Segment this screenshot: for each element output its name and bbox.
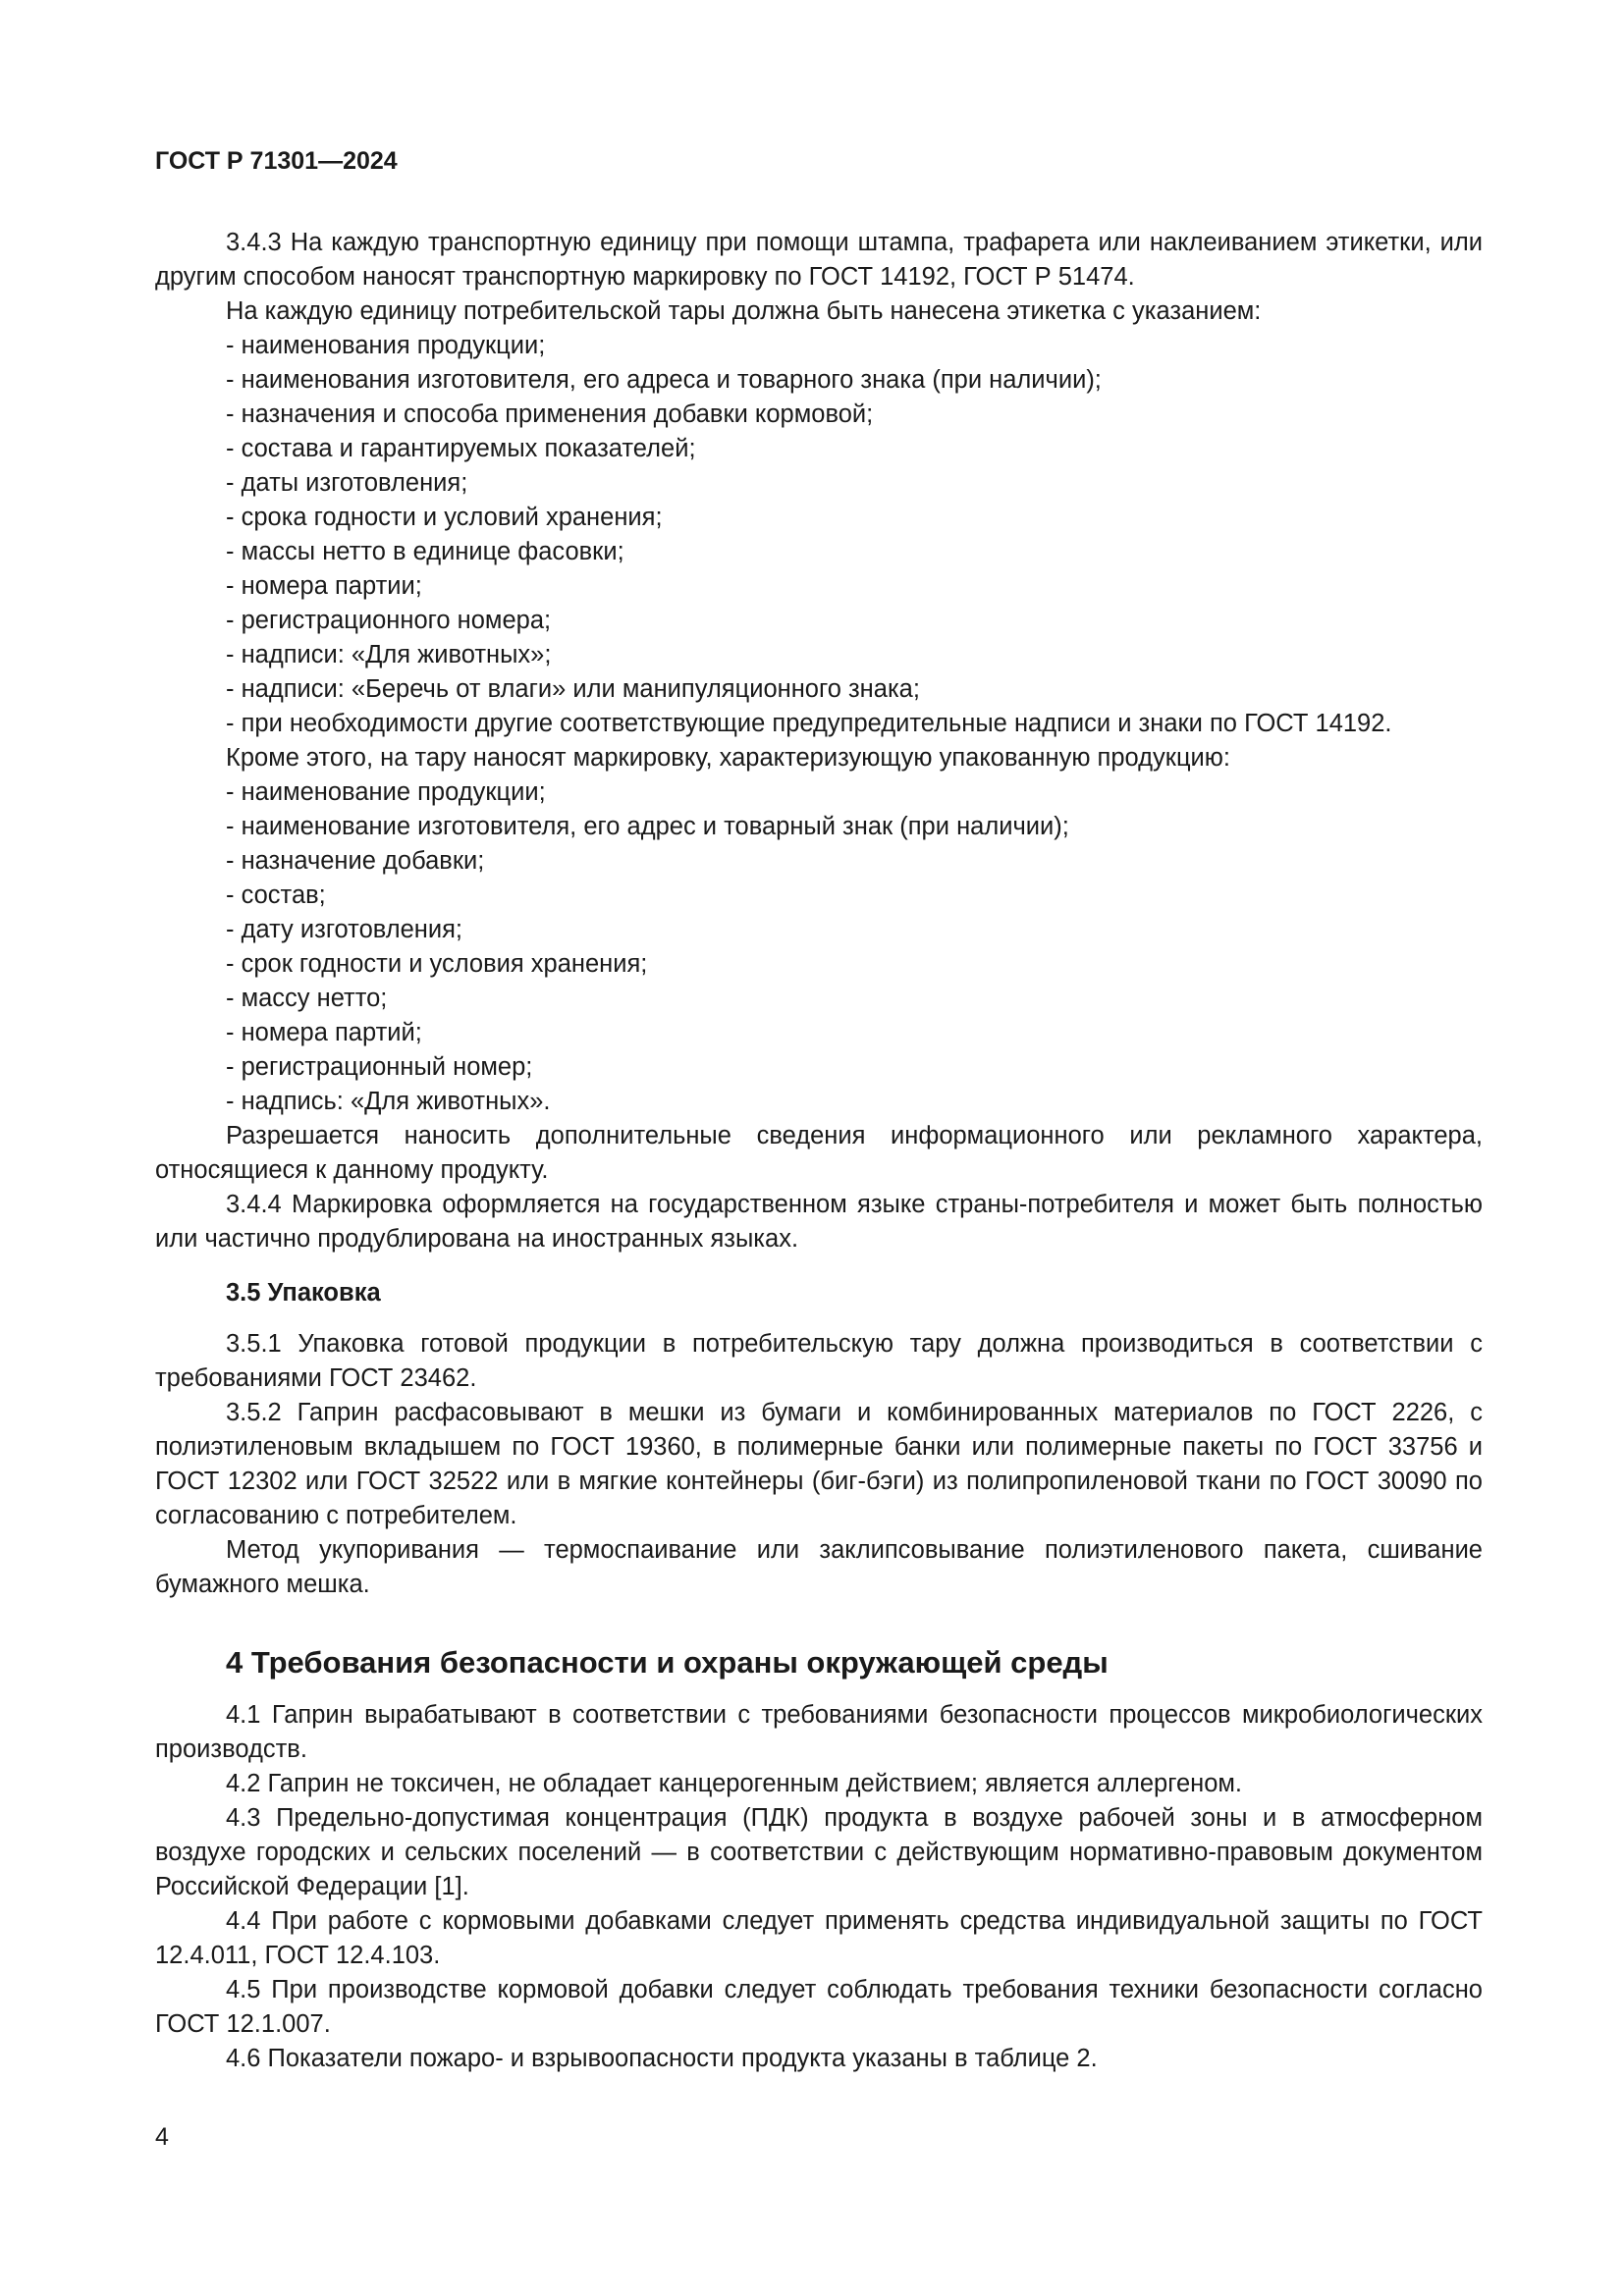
paragraph-4-5: 4.5 При производстве кормовой добавки следует соблюдать требования техники безопасности согласно ГОСТ 12.1.007. — [155, 1976, 1483, 2038]
document-body — [155, 226, 1483, 2076]
section-4-title: 4 Требования безопасности и охраны окружающей среды — [226, 1645, 1109, 1680]
list-item: - номера партии; — [226, 572, 422, 600]
paragraph-3-5-1: 3.5.1 Упаковка готовой продукции в потребительскую тару должна производиться в соответствии с требованиями ГОСТ 23462. — [155, 1330, 1483, 1392]
list-item: - дату изготовления; — [226, 916, 462, 943]
consumer-label-intro: На каждую единицу потребительской тары должна быть нанесена этикетка с указанием: — [226, 297, 1262, 325]
list-item: - надписи: «Для животных»; — [226, 641, 552, 668]
list-item: - состав; — [226, 881, 326, 909]
list-item: - регистрационного номера; — [226, 607, 552, 634]
section-3-5-title: 3.5 Упаковка — [226, 1279, 381, 1307]
list-item: - массу нетто; — [226, 985, 388, 1012]
list-item: - регистрационный номер; — [226, 1053, 533, 1081]
paragraph-4-6: 4.6 Показатели пожаро- и взрывоопасности продукта указаны в таблице 2. — [226, 2045, 1098, 2072]
list-item: - наименование изготовителя, его адрес и товарный знак (при наличии); — [226, 813, 1069, 840]
list-item: - назначения и способа применения добавки кормовой; — [226, 400, 874, 428]
consumer-label-list — [155, 329, 1483, 741]
package-label-list — [155, 775, 1483, 1119]
list-item: - срок годности и условия хранения; — [226, 950, 648, 978]
additional-info-paragraph: Разрешается наносить дополнительные сведения информационного или рекламного характера, относящиеся к данному продукту. — [155, 1122, 1483, 1184]
package-label-intro: Кроме этого, на тару наносят маркировку, характеризующую упакованную продукцию: — [226, 744, 1231, 772]
list-item: - наименования изготовителя, его адреса и товарного знака (при наличии); — [226, 366, 1102, 394]
paragraph-4-4: 4.4 При работе с кормовыми добавками следует применять средства индивидуальной защиты по ГОСТ 12.4.011, ГОСТ 12.4.103. — [155, 1907, 1483, 1969]
list-item: - при необходимости другие соответствующие предупредительные надписи и знаки по ГОСТ 14192. — [226, 710, 1392, 737]
page-number: 4 — [155, 2123, 169, 2151]
list-item: - даты изготовления; — [226, 469, 468, 497]
list-item: - надписи: «Беречь от влаги» или манипуляционного знака; — [226, 675, 920, 703]
list-item: - надпись: «Для животных». — [226, 1088, 551, 1115]
list-item: - наименования продукции; — [226, 332, 546, 359]
list-item: - номера партий; — [226, 1019, 422, 1046]
closure-method-paragraph: Метод укупоривания — термоспаивание или заклипсовывание полиэтиленового пакета, сшивание бумажного мешка. — [155, 1536, 1483, 1598]
paragraph-3-4-3: 3.4.3 На каждую транспортную единицу при помощи штампа, трафарета или наклеиванием этикетки, или другим способом наносят транспортную маркировку по ГОСТ 14192, ГОСТ Р 51474. — [155, 229, 1483, 291]
paragraph-3-4-4: 3.4.4 Маркировка оформляется на государственном языке страны-потребителя и может быть полностью или частично продублирована на иностранных языках. — [155, 1191, 1483, 1253]
list-item: - массы нетто в единице фасовки; — [226, 538, 624, 565]
paragraph-3-5-2: 3.5.2 Гаприн расфасовывают в мешки из бумаги и комбинированных материалов по ГОСТ 2226, с полиэтиленовым вкладышем по ГОСТ 19360, в полимерные банки или полимерные пакеты по ГОСТ 33756 и ГОСТ 12302 или ГОСТ 32522 или в мягкие контейнеры (биг-бэги) из полипропиленовой ткани по ГОСТ 30090 по согласованию с потребителем. — [155, 1399, 1483, 1529]
list-item: - наименование продукции; — [226, 778, 546, 806]
paragraph-4-3: 4.3 Предельно-допустимая концентрация (ПДК) продукта в воздухе рабочей зоны и в атмосферном воздухе городских и сельских поселений — в соответствии с действующим нормативно-правовым документом Российской Федерации [1]. — [155, 1804, 1483, 1900]
document-header: ГОСТ Р 71301—2024 — [155, 147, 398, 175]
list-item: - назначение добавки; — [226, 847, 485, 875]
paragraph-4-1: 4.1 Гаприн вырабатывают в соответствии с требованиями безопасности процессов микробиологических производств. — [155, 1701, 1483, 1763]
list-item: - срока годности и условий хранения; — [226, 504, 663, 531]
list-item: - состава и гарантируемых показателей; — [226, 435, 696, 462]
paragraph-4-2: 4.2 Гаприн не токсичен, не обладает канцерогенным действием; является аллергеном. — [226, 1770, 1243, 1797]
